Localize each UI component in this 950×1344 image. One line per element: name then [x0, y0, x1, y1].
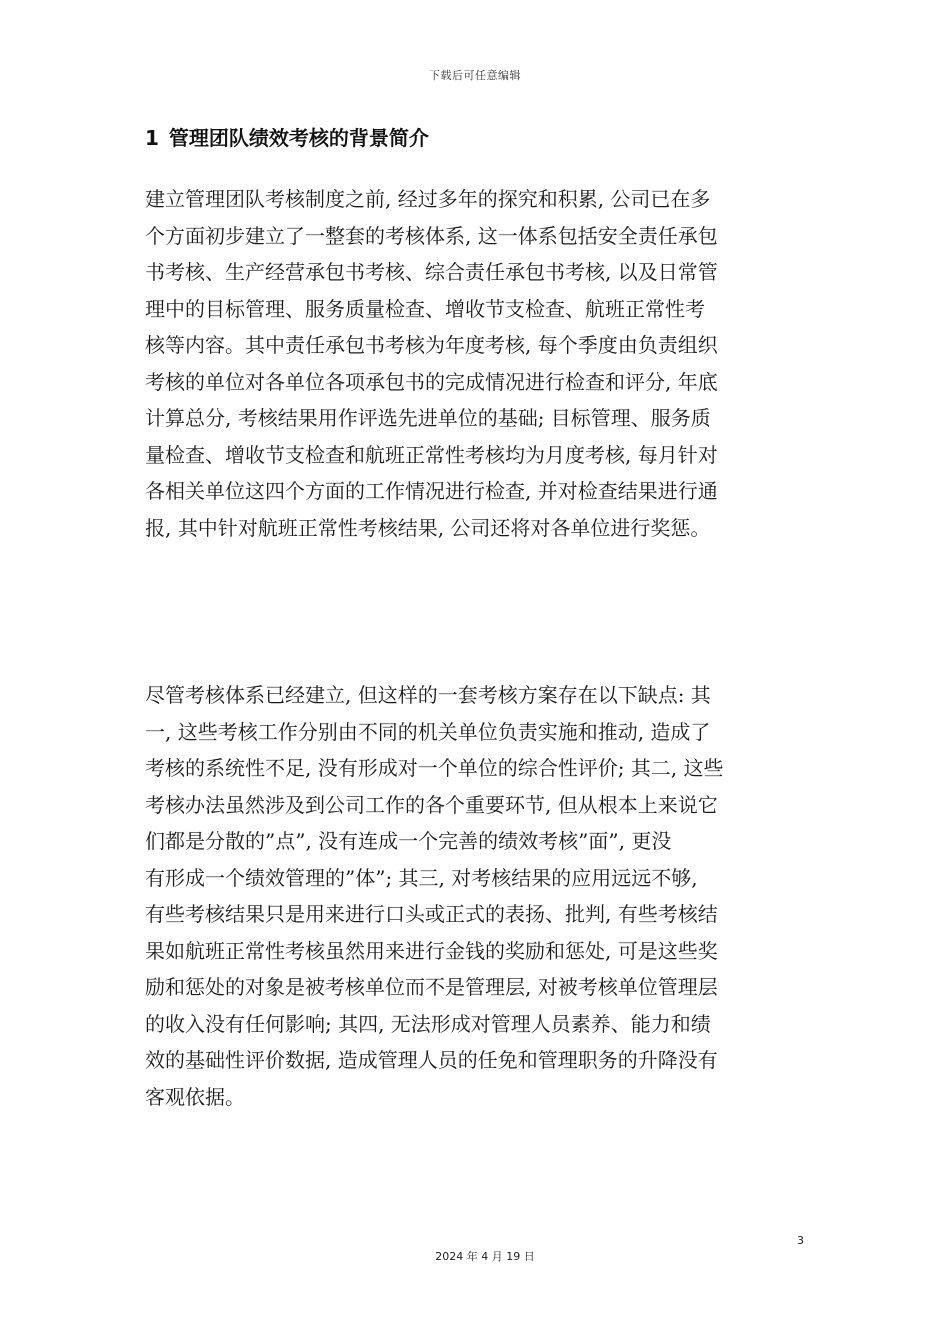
paragraph-line: 个方面初步建立了一整套的考核体系, 这一体系包括安全责任承包: [145, 223, 718, 248]
paragraph-line: 一, 这些考核工作分别由不同的机关单位负责实施和推动, 造成了: [145, 719, 711, 744]
paragraph-line: 有形成一个绩效管理的”体”; 其三, 对考核结果的应用远远不够,: [145, 865, 698, 890]
paragraph-shortcomings: [145, 677, 809, 1115]
paragraph-line: 书考核、生产经营承包书考核、综合责任承包书考核, 以及日常管: [145, 260, 718, 284]
paragraph-line: 考核的系统性不足, 没有形成对一个单位的综合性评价; 其二, 这些: [145, 756, 724, 780]
footer-date: 2024 年 4 月 19 日: [435, 1250, 535, 1263]
paragraph-line: 建立管理团队考核制度之前, 经过多年的探究和积累, 公司已在多: [145, 187, 711, 211]
paragraph-background: [145, 181, 809, 546]
paragraph-line: 各相关单位这四个方面的工作情况进行检查, 并对检查结果进行通: [145, 479, 718, 503]
paragraph-line: 考核的单位对各单位各项承包书的完成情况进行检查和评分, 年底: [145, 369, 718, 394]
header-note: 下载后可任意编辑: [429, 69, 521, 82]
paragraph-line: 理中的目标管理、服务质量检查、增收节支检查、航班正常性考: [145, 296, 705, 321]
paragraph-line: 报, 其中针对航班正常性考核结果, 公司还将对各单位进行奖惩。: [145, 515, 711, 540]
section-title: 管理团队绩效考核的背景简介: [168, 126, 429, 150]
paragraph-line: 励和惩处的对象是被考核单位而不是管理层, 对被考核单位管理层: [145, 975, 718, 999]
page-number: 3: [797, 1234, 804, 1247]
section-number: 1: [145, 126, 159, 150]
paragraph-line: 尽管考核体系已经建立, 但这样的一套考核方案存在以下缺点: 其: [145, 683, 711, 707]
paragraph-line: 效的基础性评价数据, 造成管理人员的任免和管理职务的升降没有: [145, 1048, 718, 1072]
paragraph-line: 们都是分散的”点”, 没有连成一个完善的绩效考核”面”, 更没: [145, 829, 672, 853]
paragraph-line: 的收入没有任何影响; 其四, 无法形成对管理人员素养、能力和绩: [145, 1011, 711, 1036]
paragraph-line: 量检查、增收节支检查和航班正常性考核均为月度考核, 每月针对: [145, 442, 718, 467]
paragraph-line: 考核办法虽然涉及到公司工作的各个重要环节, 但从根本上来说它: [145, 792, 718, 817]
paragraph-line: 核等内容。其中责任承包书考核为年度考核, 每个季度由负责组织: [145, 333, 718, 357]
paragraph-line: 有些考核结果只是用来进行口头或正式的表扬、批判, 有些考核结: [145, 902, 718, 926]
paragraph-line: 客观依据。: [145, 1084, 245, 1109]
section-heading: [145, 122, 429, 151]
paragraph-line: 果如航班正常性考核虽然用来进行金钱的奖励和惩处, 可是这些奖: [145, 938, 718, 963]
paragraph-line: 计算总分, 考核结果用作评选先进单位的基础; 目标管理、服务质: [145, 406, 711, 430]
